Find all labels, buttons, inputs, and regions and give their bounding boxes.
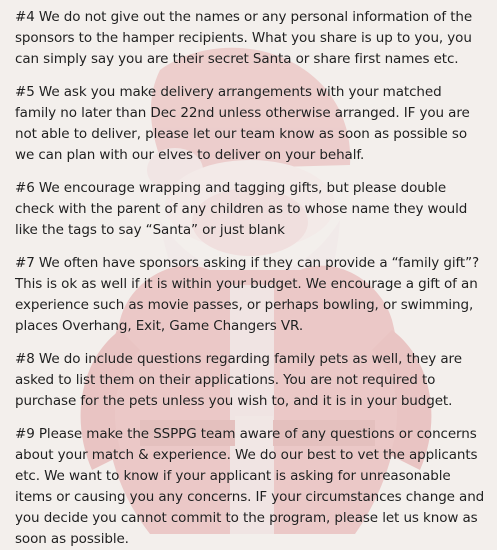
paragraph-5: #5 We ask you make delivery arrangements with your matched family no later than Dec 22nd unless otherwise arranged. IF you are not able to deliver, please let our team know as soon as possible so we can plan with our elves to deliver on your behalf. <box>15 84 470 163</box>
paragraph-7: #7 We often have sponsors asking if they can provide a “family gift”? This is ok as well if it is within your budget. We encourage a gift of an experience such as movie passes, or perhaps bowling, or swimming, places Overhang, Exit, Game Changers VR. <box>15 255 480 334</box>
paragraph-8: #8 We do include questions regarding family pets as well, they are asked to list them on their applications. You are not required to purchase for the pets unless you wish to, and it is in your budget. <box>15 351 462 409</box>
paragraph-4: #4 We do not give out the names or any personal information of the sponsors to the hamper recipients. What you share is up to you, you can simply say you are their secret Santa or share first names etc. <box>15 9 473 67</box>
paragraph-9: #9 Please make the SSPPG team aware of any questions or concerns about your match & experience. We do our best to vet the applicants etc. We want to know if your applicant is asking for unreasonable items or causing you any concerns. IF your circumstances change and you decide you cannot commit to the program, please let us know as soon as possible. <box>15 426 485 547</box>
paragraph-6: #6 We encourage wrapping and tagging gifts, but please double check with the parent of any children as to whose name they would like the tags to say “Santa” or just blank <box>15 180 468 238</box>
